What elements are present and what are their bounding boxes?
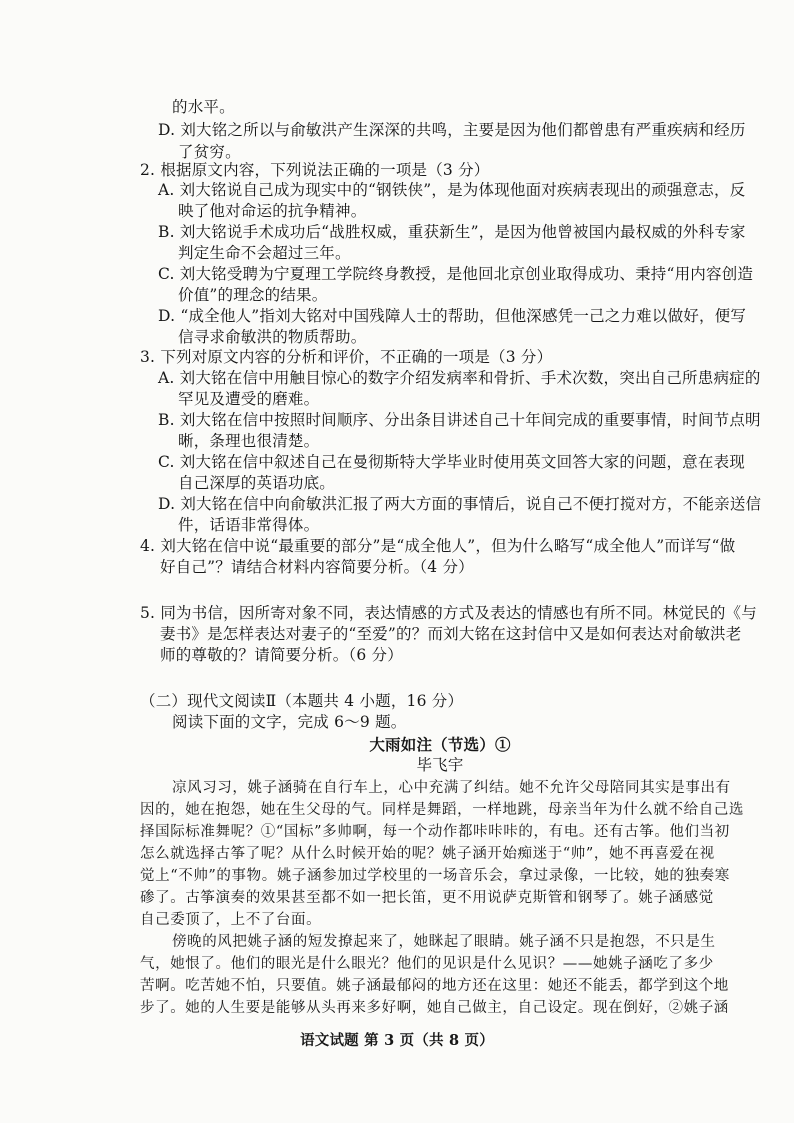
- text-line: 映了他对命运的抗争精神。: [178, 202, 367, 220]
- paragraph-line: 觉上“不帅”的事物。姚子涵参加过学校里的一场音乐会，拿过录像，一比较，她的独奏寒: [140, 868, 730, 884]
- paragraph-line: 碜了。古筝演奏的效果甚至都不如一把长笛，更不用说萨克斯管和钢琴了。姚子涵感觉: [140, 890, 714, 906]
- text-line: 妻书》是怎样表达对妻子的“至爱”的？而刘大铭在这封信中又是如何表达对俞敏洪老: [160, 625, 742, 643]
- page-footer: 语文试题 第 3 页（共 8 页）: [300, 1032, 494, 1049]
- text-line: 好自己”？请结合材料内容简要分析。（4 分）: [160, 558, 474, 576]
- option-c: C. 刘大铭在信中叙述自己在曼彻斯特大学毕业时使用英文回答大家的问题，意在表现: [158, 453, 745, 471]
- text-line: 价值”的理念的结果。: [178, 286, 328, 304]
- question-5: 5. 同为书信，因所寄对象不同，表达情感的方式及表达的情感也有所不同。林觉民的《与: [140, 604, 757, 622]
- text-line: 件，话语非常得体。: [178, 516, 320, 534]
- option-a: A. 刘大铭在信中用触目惊心的数字介绍发病率和骨折、手术次数，突出自己所患病症的: [158, 369, 761, 387]
- option-d: D. 刘大铭之所以与俞敏洪产生深深的共鸣，主要是因为他们都曾患有严重疾病和经历: [158, 121, 746, 139]
- paragraph-line: 气，她恨了。他们的眼光是什么眼光？他们的见识是什么见识？——她姚子涵吃了多少: [140, 956, 714, 972]
- paragraph-line: 傍晚的风把姚子涵的短发撩起来了，她眯起了眼睛。姚子涵不只是抱怨，不只是生: [172, 934, 716, 950]
- text-line: 晰，条理也很清楚。: [178, 432, 320, 450]
- text-line: 判定生命不会超过三年。: [178, 244, 351, 262]
- paragraph-line: 自己委顶了，上不了台面。: [140, 912, 322, 928]
- question-2: 2. 根据原文内容，下列说法正确的一项是（3 分）: [140, 161, 490, 179]
- text-line: 师的尊敬的？请简要分析。（6 分）: [160, 646, 403, 664]
- paragraph-line: 择国际标准舞呢？①“国标”多帅啊，每一个动作都咔咔咔的，有电。还有古筝。他们当初: [140, 824, 730, 840]
- text-line: 信寻求俞敏洪的物质帮助。: [178, 328, 367, 346]
- paragraph-line: 苦啊。吃苦她不怕，只要值。姚子涵最郁闷的地方还在这里：她还不能丢，都学到这个地: [140, 978, 729, 994]
- text-line: 自己深厚的英语功底。: [178, 474, 336, 492]
- option-b: B. 刘大铭说手术成功后“战胜权威，重获新生”，是因为他曾被国内最权威的外科专家: [158, 223, 746, 241]
- paragraph-line: 步了。她的人生要是能够从头再来多好啊，她自己做主，自己设定。现在倒好，②姚子涵: [140, 1000, 729, 1016]
- option-d: D. 刘大铭在信中向俞敏洪汇报了两大方面的事情后，说自己不便打搅对方，不能亲送信: [158, 495, 762, 513]
- text-line: 的水平。: [172, 98, 235, 116]
- paragraph-line: 因的，她在抱怨，她在生父母的气。同样是舞蹈，一样地跳，母亲当年为什么就不给自己选: [140, 802, 744, 818]
- article-author: 毕飞宇: [416, 756, 464, 774]
- question-3: 3. 下列对原文内容的分析和评价，不正确的一项是（3 分）: [140, 348, 553, 366]
- paragraph-line: 凉风习习，姚子涵骑在自行车上，心中充满了纠结。她不允许父母陪同其实是事出有: [172, 780, 731, 796]
- option-d: D. “成全他人”指刘大铭对中国残障人士的帮助，但他深感凭一己之力难以做好，便写: [158, 307, 747, 325]
- question-4: 4. 刘大铭在信中说“最重要的部分”是“成全他人”，但为什么略写“成全他人”而详写“做: [140, 537, 736, 555]
- option-b: B. 刘大铭在信中按照时间顺序、分出条目讲述自己十年间完成的重要事情，时间节点明: [158, 411, 761, 429]
- option-a: A. 刘大铭说自己成为现实中的“钢铁侠”，是为体现他面对疾病表现出的顽强意志，反: [158, 181, 746, 199]
- section-heading: （二）现代文阅读Ⅱ（本题共 4 小题，16 分）: [140, 692, 464, 710]
- instruction: 阅读下面的文字，完成 6～9 题。: [172, 713, 407, 731]
- paragraph-line: 怎么就选择古筝了呢？从什么时候开始的呢？姚子涵开始痴迷于“帅”，她不再喜爱在视: [140, 846, 715, 862]
- text-line: 罕见及遭受的磨难。: [178, 390, 320, 408]
- text-line: 了贫穷。: [178, 143, 241, 161]
- article-title: 大雨如注（节选）①: [369, 735, 511, 754]
- option-c: C. 刘大铭受聘为宁夏理工学院终身教授，是他回北京创业取得成功、秉持“用内容创造: [158, 265, 754, 283]
